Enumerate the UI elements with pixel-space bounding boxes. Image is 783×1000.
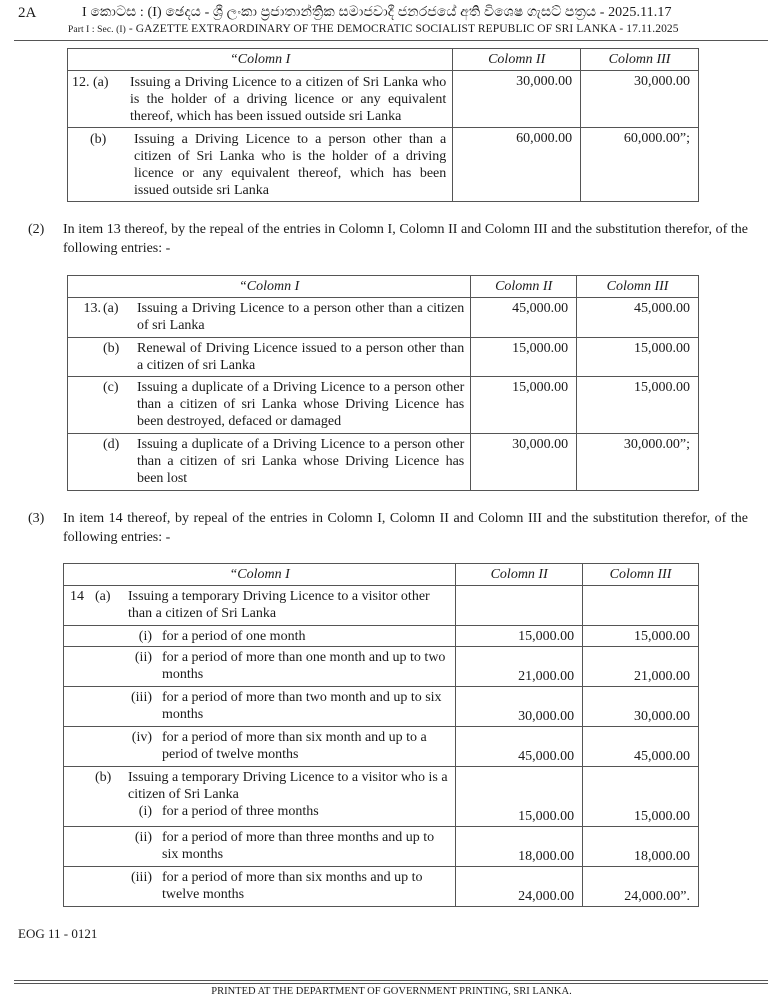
colomn-3-value: 21,000.00	[583, 647, 699, 687]
colomn-2-value: 15,000.00	[471, 377, 577, 434]
item-number: 14	[70, 589, 84, 604]
item-description: Issuing a Driving Licence to a person other than a citizen of sri Lanka	[137, 301, 465, 333]
colomn-2-value: 60,000.00	[453, 128, 581, 202]
item-description: Issuing a temporary Driving Licence to a visitor other than a citizen of Sri Lanka	[128, 589, 430, 621]
colomn-2-value: 18,000.00	[456, 827, 583, 867]
colomn-2-value: 15,000.00	[456, 626, 583, 647]
colomn-3-value: 30,000.00	[581, 71, 699, 128]
paragraph-text: In item 14 thereof, by repeal of the entries in Colomn I, Colomn II and Colomn III and the substitution therefor, of the following entries: -	[63, 511, 748, 545]
sub-item-label: (iii)	[131, 690, 152, 705]
table-header-row	[68, 49, 699, 71]
colomn-2-value: 30,000.00	[471, 434, 577, 491]
amendment-paragraph-3	[28, 509, 748, 547]
sub-item-description: for a period of more than six month and up to a period of twelve months	[162, 730, 427, 762]
item-description: Issuing a Driving Licence to a person other than a citizen of Sri Lanka who is the holder of a driving licence or any equivalent thereof, which has been issued outside sri Lanka	[134, 132, 447, 198]
item-label: (b)	[90, 132, 107, 147]
table-row	[68, 434, 699, 491]
item-description: Issuing a duplicate of a Driving Licence to a person other than a citizen of sri Lanka whose Driving Licence has been lost	[137, 437, 465, 486]
item-description: Issuing a temporary Driving Licence to a visitor who is a citizen of Sri Lanka	[128, 770, 448, 802]
header-part-section: Part I : Sec. (I)	[68, 25, 126, 35]
sub-item-description: for a period of one month	[162, 629, 306, 644]
paragraph-number: (3)	[28, 511, 45, 526]
colomn-3-value: 60,000.00”;	[581, 128, 699, 202]
sub-item-label: (iv)	[131, 730, 152, 745]
document-code: EOG 11 - 0121	[18, 926, 98, 941]
colomn-3-value: 15,000.00	[583, 767, 699, 827]
colomn-3-value: 24,000.00”.	[583, 867, 699, 907]
sub-item-label: (ii)	[134, 650, 152, 665]
sub-item-description: for a period of more than six months and up to twelve months	[162, 870, 423, 902]
column-header: “Colomn I	[68, 49, 453, 71]
colomn-2-value: 21,000.00	[456, 647, 583, 687]
colomn-2-value: 30,000.00	[456, 687, 583, 727]
table-header-row	[64, 564, 699, 586]
column-header: “Colomn I	[68, 276, 471, 298]
item-label: 12. (a)	[72, 75, 109, 90]
footer-rule	[14, 983, 768, 984]
colomn-3-value: 30,000.00”;	[577, 434, 699, 491]
item-description: Issuing a Driving Licence to a citizen of Sri Lanka who is the holder of a driving licence or any equivalent thereof, which has been issued outside sri Lanka	[130, 75, 447, 124]
column-header: Colomn III	[577, 276, 699, 298]
table-row	[64, 867, 699, 907]
item-description: Issuing a duplicate of a Driving Licence to a person other than a citizen of sri Lanka whose Driving Licence has been destroyed, defaced or damaged	[137, 380, 465, 429]
sub-item-description: for a period of more than one month and up to two months	[162, 650, 446, 682]
colomn-2-value: 15,000.00	[471, 338, 577, 377]
colomn-3-value: 45,000.00	[583, 727, 699, 767]
fee-table-item-12	[67, 48, 699, 202]
printer-credit: PRINTED AT THE DEPARTMENT OF GOVERNMENT PRINTING, SRI LANKA.	[211, 986, 572, 997]
sub-item-label: (i)	[138, 804, 152, 819]
paragraph-text: In item 13 thereof, by the repeal of the entries in Colomn I, Colomn II and Colomn III and the substitution therefor, of the following entries: -	[63, 222, 748, 256]
table-row	[68, 71, 699, 128]
column-header: Colomn II	[453, 49, 581, 71]
colomn-3-value: 15,000.00	[583, 626, 699, 647]
fee-table-item-14	[63, 563, 699, 907]
column-header: Colomn II	[456, 564, 583, 586]
table-row-section-a	[64, 586, 699, 626]
sub-item-label: (ii)	[134, 830, 152, 845]
item-description: Renewal of Driving Licence issued to a person other than a citizen of sri Lanka	[137, 341, 465, 373]
column-header: Colomn III	[583, 564, 699, 586]
table-row	[64, 687, 699, 727]
table-row	[68, 338, 699, 377]
sinhala-header-title: I කොටස : (I) ඡෙදය - ශ්‍රී ලංකා ප්‍රජාතාන්ත්‍රික සමාජවාදී ජනරජයේ අති විශෙෂ ගැසට් පත්‍රය - 2025.11.17	[82, 5, 672, 20]
sub-item-label: (i)	[138, 629, 152, 644]
item-label: (b)	[95, 770, 112, 785]
table-row	[64, 626, 699, 647]
item-number	[68, 340, 103, 374]
sub-item-description: for a period of three months	[162, 804, 319, 819]
colomn-2-value: 30,000.00	[453, 71, 581, 128]
item-number	[68, 436, 103, 487]
sub-item-label: (iii)	[131, 870, 152, 885]
fee-table-item-13	[67, 275, 699, 491]
table-row	[64, 647, 699, 687]
item-label: (d)	[103, 437, 120, 452]
paragraph-number: (2)	[28, 222, 45, 237]
page-number: 2A	[18, 5, 37, 21]
column-header: “Colomn I	[64, 564, 456, 586]
colomn-3-value: 15,000.00	[577, 377, 699, 434]
english-header-title	[68, 23, 679, 35]
colomn-3-value: 18,000.00	[583, 827, 699, 867]
item-label: (a)	[103, 301, 119, 316]
table-header-row	[68, 276, 699, 298]
table-row	[64, 827, 699, 867]
table-row-section-b	[64, 767, 699, 827]
footer-rule	[14, 980, 768, 981]
sub-item-description: for a period of more than two month and up to six months	[162, 690, 442, 722]
colomn-3-value: 30,000.00	[583, 687, 699, 727]
item-label: (a)	[95, 589, 111, 604]
colomn-3-value: 45,000.00	[577, 298, 699, 338]
column-header: Colomn II	[471, 276, 577, 298]
header-gazette-title: - GAZETTE EXTRAORDINARY OF THE DEMOCRATIC SOCIALIST REPUBLIC OF SRI LANKA - 17.11.2025	[125, 23, 679, 35]
item-label: (b)	[103, 341, 120, 356]
sub-item-description: for a period of more than three months and up to six months	[162, 830, 435, 862]
table-row	[68, 377, 699, 434]
colomn-2-value: 24,000.00	[456, 867, 583, 907]
table-row	[68, 298, 699, 338]
header-rule	[14, 40, 768, 41]
amendment-paragraph-2	[28, 220, 748, 258]
item-number: 13.	[83, 301, 101, 316]
colomn-2-value: 45,000.00	[456, 727, 583, 767]
item-label: (c)	[103, 380, 119, 395]
colomn-2-value: 45,000.00	[471, 298, 577, 338]
item-number	[68, 379, 103, 430]
colomn-3-value: 15,000.00	[577, 338, 699, 377]
colomn-2-value: 15,000.00	[456, 767, 583, 827]
table-row	[64, 727, 699, 767]
table-row	[68, 128, 699, 202]
column-header: Colomn III	[581, 49, 699, 71]
